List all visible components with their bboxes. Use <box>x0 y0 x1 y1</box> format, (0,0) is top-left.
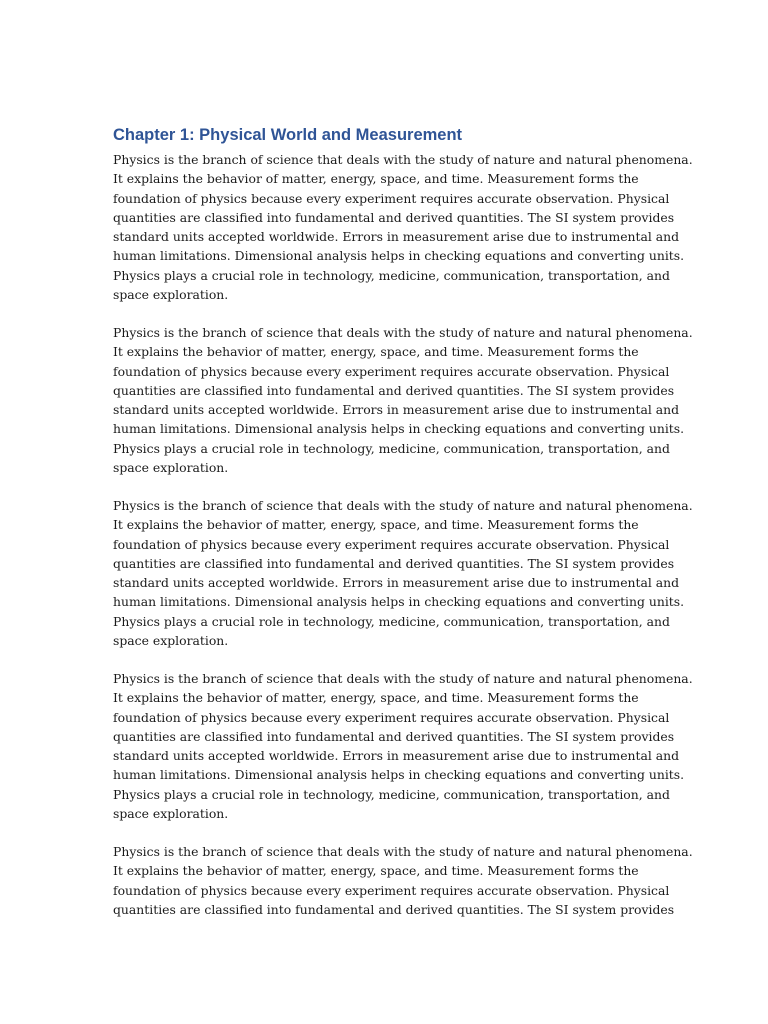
paragraph-line: Physics plays a crucial role in technology, medicine, communication, transportation, and <box>113 440 670 456</box>
paragraph-line: foundation of physics because every experiment requires accurate observation. Physical <box>113 709 670 725</box>
paragraph <box>113 323 693 477</box>
paragraph-line: It explains the behavior of matter, energy, space, and time. Measurement forms the <box>113 344 639 360</box>
paragraph-line: space exploration. <box>113 805 229 821</box>
paragraph-line: Physics is the branch of science that deals with the study of nature and natural phenomena. <box>113 325 693 340</box>
paragraph-line: quantities are classified into fundamental and derived quantities. The SI system provides <box>113 382 675 398</box>
paragraph-line: Physics is the branch of science that deals with the study of nature and natural phenomena. <box>113 152 693 167</box>
paragraph-line: It explains the behavior of matter, energy, space, and time. Measurement forms the <box>113 863 639 879</box>
paragraph-line: human limitations. Dimensional analysis helps in checking equations and converting units. <box>113 421 685 437</box>
paragraph-line: Physics is the branch of science that deals with the study of nature and natural phenomena. <box>113 671 693 686</box>
paragraph-line: Physics is the branch of science that deals with the study of nature and natural phenomena. <box>113 498 693 513</box>
paragraph-line: Physics is the branch of science that deals with the study of nature and natural phenomena. <box>113 844 693 859</box>
paragraph-line: It explains the behavior of matter, energy, space, and time. Measurement forms the <box>113 690 639 706</box>
paragraph-line: foundation of physics because every experiment requires accurate observation. Physical <box>113 536 670 552</box>
paragraph-line: quantities are classified into fundamental and derived quantities. The SI system provides <box>113 209 675 225</box>
chapter-title: Chapter 1: Physical World and Measurement <box>113 126 463 144</box>
paragraph-line: standard units accepted worldwide. Errors in measurement arise due to instrumental and <box>113 402 680 417</box>
paragraph-line: quantities are classified into fundamental and derived quantities. The SI system provides <box>113 728 675 744</box>
paragraph-line: human limitations. Dimensional analysis helps in checking equations and converting units. <box>113 767 685 783</box>
paragraph-line: foundation of physics because every experiment requires accurate observation. Physical <box>113 363 670 379</box>
paragraph <box>113 669 693 823</box>
paragraph-line: Physics plays a crucial role in technology, medicine, communication, transportation, and <box>113 267 670 283</box>
paragraph-line: foundation of physics because every experiment requires accurate observation. Physical <box>113 882 670 898</box>
paragraph-line: standard units accepted worldwide. Errors in measurement arise due to instrumental and <box>113 575 680 590</box>
paragraph-line: standard units accepted worldwide. Errors in measurement arise due to instrumental and <box>113 748 680 763</box>
paragraph <box>113 842 693 919</box>
paragraph-line: foundation of physics because every experiment requires accurate observation. Physical <box>113 190 670 206</box>
paragraph-line: Physics plays a crucial role in technology, medicine, communication, transportation, and <box>113 613 670 629</box>
paragraph-line: space exploration. <box>113 286 229 302</box>
paragraph <box>113 150 693 304</box>
paragraph-line: standard units accepted worldwide. Errors in measurement arise due to instrumental and <box>113 229 680 244</box>
paragraph-line: space exploration. <box>113 632 229 648</box>
paragraph-line: quantities are classified into fundamental and derived quantities. The SI system provides <box>113 901 675 917</box>
paragraph-line: It explains the behavior of matter, energy, space, and time. Measurement forms the <box>113 171 639 187</box>
paragraph-line: human limitations. Dimensional analysis helps in checking equations and converting units. <box>113 594 685 610</box>
document-body <box>113 124 693 938</box>
paragraph-line: quantities are classified into fundamental and derived quantities. The SI system provides <box>113 555 675 571</box>
paragraph-line: human limitations. Dimensional analysis helps in checking equations and converting units. <box>113 248 685 264</box>
paragraph <box>113 496 693 650</box>
paragraph-line: space exploration. <box>113 459 229 475</box>
paragraph-line: Physics plays a crucial role in technology, medicine, communication, transportation, and <box>113 786 670 802</box>
paragraph-line: It explains the behavior of matter, energy, space, and time. Measurement forms the <box>113 517 639 533</box>
